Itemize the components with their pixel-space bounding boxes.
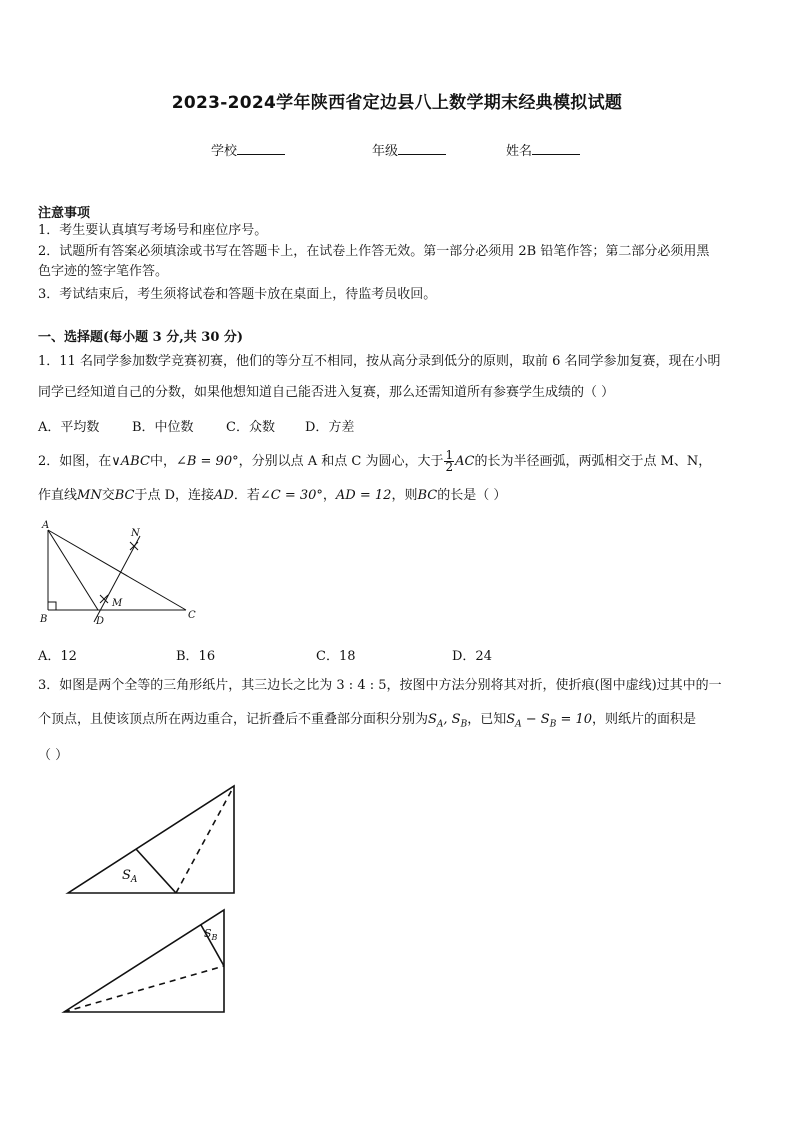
- segment-ad: [48, 530, 98, 610]
- label-d: D: [96, 616, 105, 627]
- fraction: $\frac{1}{2}$: [445, 448, 454, 474]
- q2-option-c: C．18: [316, 649, 356, 664]
- q3-figure-a: [60, 780, 246, 900]
- q3-line3: （ ）: [38, 748, 69, 763]
- q1-option-c: C．众数: [226, 420, 275, 435]
- notice-item: 2．试题所有答案必须填涂或书写在答题卡上，在试卷上作答无效。第一部分必须用 2B 铅笔作答；第二部分必须用黑: [38, 244, 710, 259]
- school-blank: [237, 142, 285, 155]
- grade-field: [372, 140, 446, 159]
- page-title: 2023-2024学年陕西省定边县八上数学期末经典模拟试题: [171, 93, 623, 113]
- notice-item: 色字迹的签字笔作答。: [38, 264, 169, 279]
- fold-line-b: [64, 966, 224, 1012]
- label-sb: $S_B$: [204, 927, 218, 942]
- label-sa: $S_A$: [122, 868, 138, 885]
- name-blank: [532, 142, 580, 155]
- q3-line2: 个顶点，且使该顶点所在两边重合，记折叠后不重叠部分面积分别为$S_A$, $S_B$，已知$S_A - S_B = 10$，则纸片的面积是: [38, 712, 697, 730]
- q1-option-a: A．平均数: [38, 420, 100, 435]
- label-b: B: [40, 614, 48, 625]
- triangle-a: [68, 786, 234, 893]
- q2-option-b: B．16: [176, 649, 216, 664]
- label-m: M: [112, 598, 123, 609]
- q3-line1: 3．如图是两个全等的三角形纸片，其三边长之比为 3 : 4 : 5，按图中方法分别将其对折，使折痕(图中虚线)过其中的一: [38, 678, 722, 693]
- name-label: 姓名: [506, 144, 533, 159]
- grade-blank: [398, 142, 446, 155]
- name-field: [506, 140, 580, 159]
- notice-heading: 注意事项: [38, 206, 91, 221]
- right-angle-mark: [48, 602, 56, 610]
- q1-option-b: B．中位数: [132, 420, 194, 435]
- notice-item: 3．考试结束后，考生须将试卷和答题卡放在桌面上，待监考员收回。: [38, 287, 437, 302]
- q2-figure: [36, 518, 206, 630]
- q2-line2: 作直线MN交BC于点 D，连接AD．若∠C = 30°，AD = 12，则BC的长是（ ）: [38, 488, 507, 503]
- school-label: 学校: [211, 144, 238, 159]
- fold-line-a: [176, 786, 234, 893]
- label-n: N: [131, 528, 140, 539]
- q1-option-d: D．方差: [305, 420, 355, 435]
- grade-label: 年级: [372, 144, 399, 159]
- notice-item: 1．考生要认真填写考场号和座位序号。: [38, 223, 268, 238]
- section-heading: 一、选择题(每小题 3 分,共 30 分): [38, 330, 244, 345]
- q1-line: 同学已经知道自己的分数，如果他想知道自己能否进入复赛，那么还需知道所有参赛学生成绩的（ ）: [38, 385, 615, 400]
- q1-line: 1．11 名同学参加数学竞赛初赛，他们的等分互不相同，按从高分录到低分的原则，取前 6 名同学参加复赛，现在小明: [38, 354, 721, 369]
- q2-option-d: D．24: [452, 649, 492, 664]
- label-a: A: [42, 520, 50, 531]
- school-field: [211, 140, 285, 159]
- q2-line1: 2．如图，在∨ABC中，∠B = 90°，分别以点 A 和点 C 为圆心，大于 $\frac{1}{2}$ AC的长为半径画弧，两弧相交于点 M、N，: [38, 448, 712, 474]
- q2-option-a: A．12: [38, 649, 77, 664]
- q3-figure-b: [56, 904, 242, 1020]
- arc-mark-n: [130, 542, 138, 550]
- triangle-b: [64, 910, 224, 1012]
- fold-edge-a: [136, 849, 176, 893]
- label-c: C: [188, 610, 196, 621]
